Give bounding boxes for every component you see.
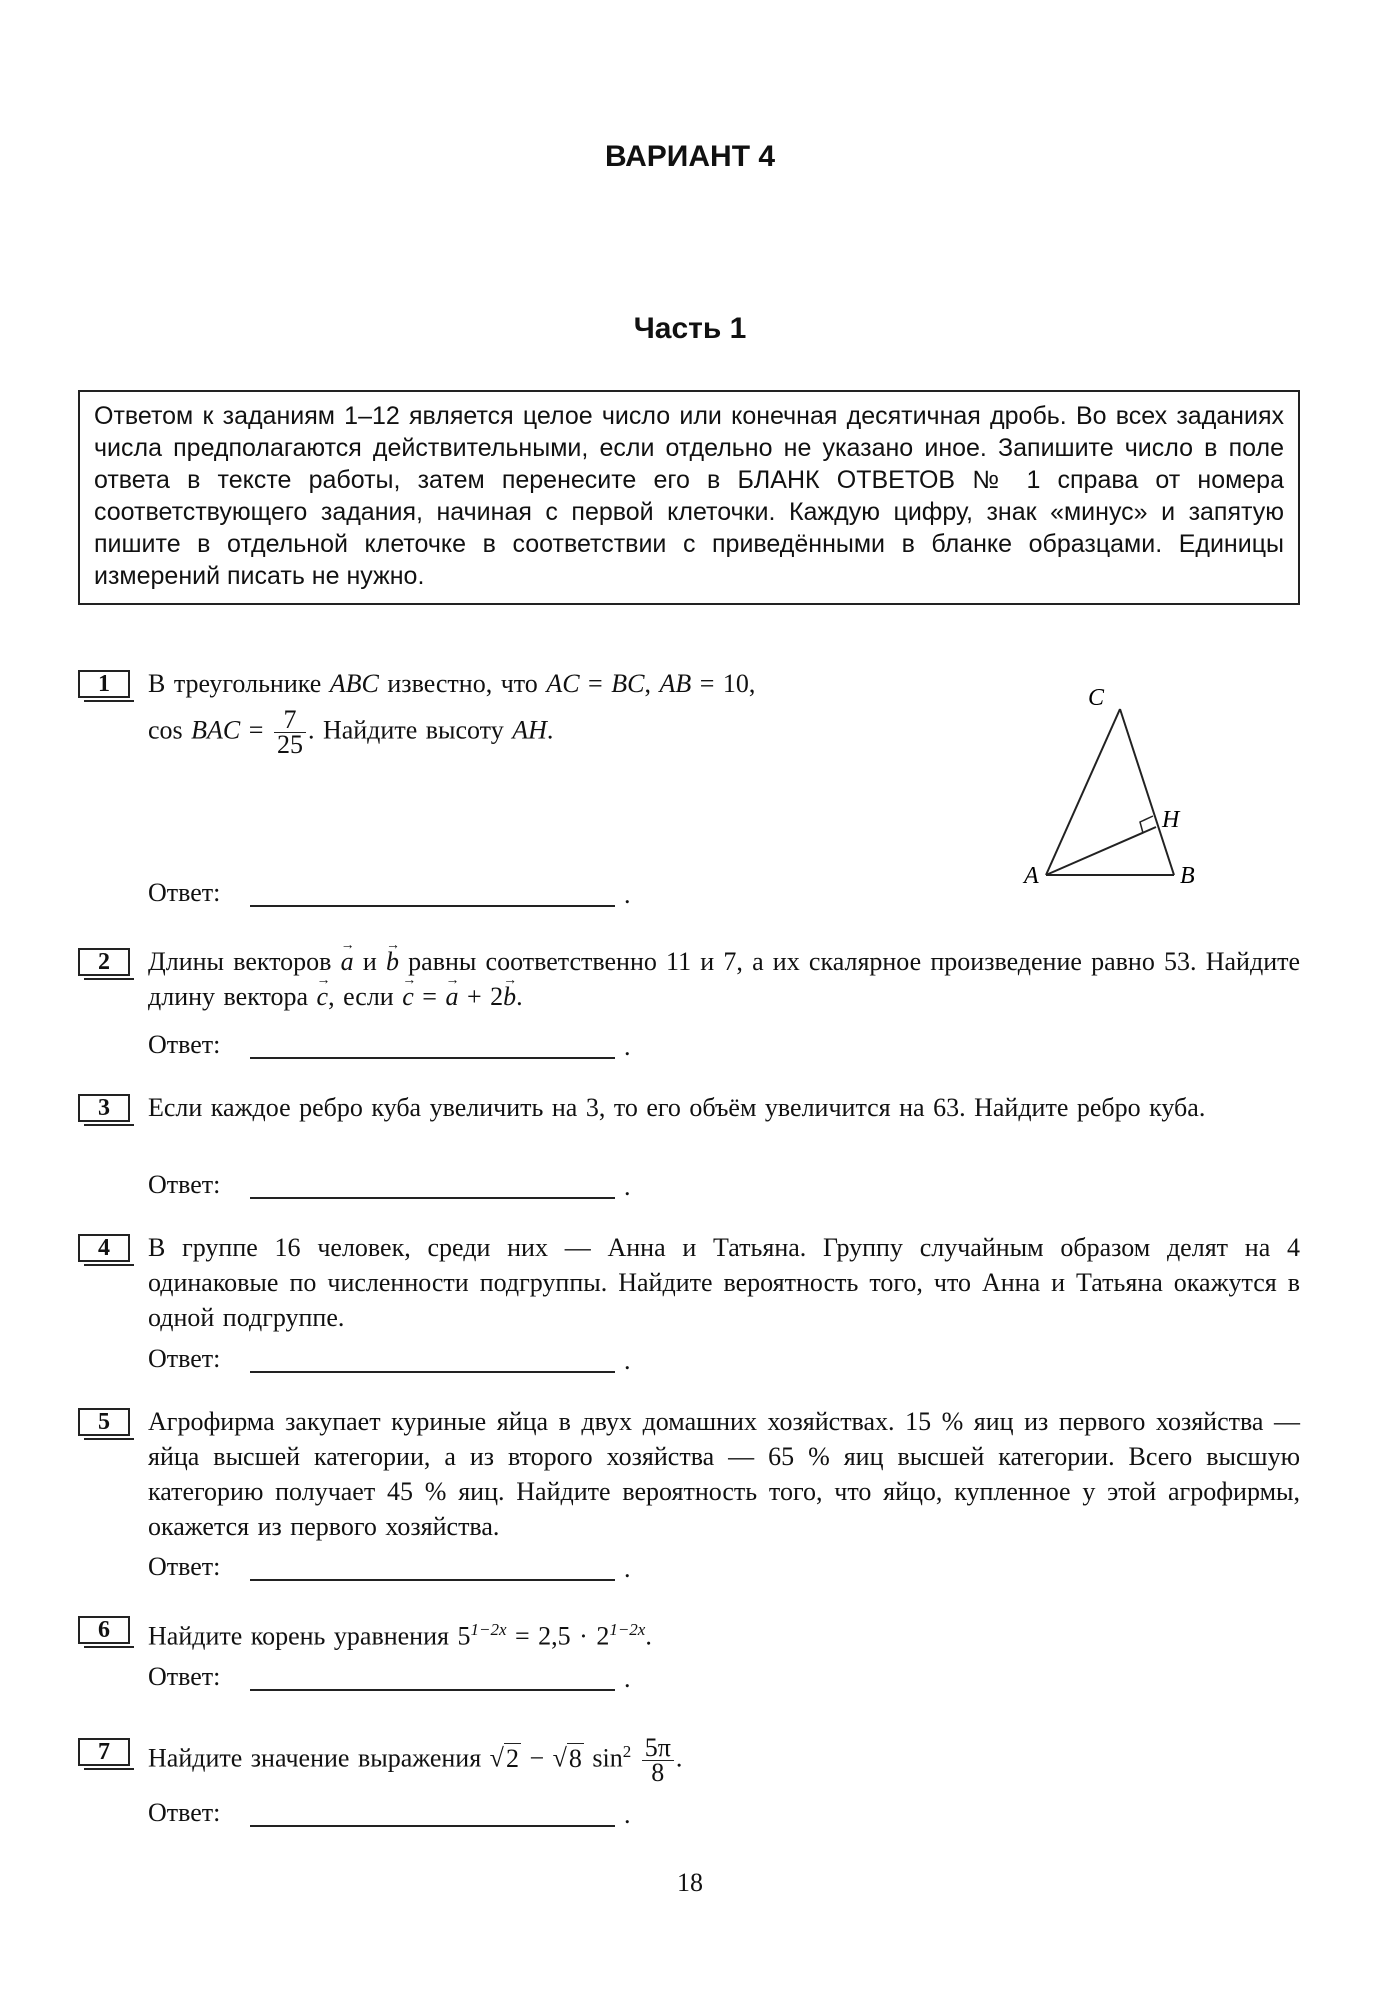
- task-7-text: Найдите значение выражения √2 − √8 $\sin^2$ $\frac{5\pi}{8}$ .: [148, 1733, 683, 1788]
- task-number-5: 5: [78, 1408, 130, 1436]
- answer-field-4[interactable]: [250, 1371, 615, 1373]
- answer-dot-3: .: [624, 1172, 631, 1201]
- task-number-3: 3: [78, 1094, 130, 1122]
- side-cb: [1120, 709, 1174, 875]
- task-number-4: 4: [78, 1234, 130, 1262]
- label-a: A: [1024, 863, 1039, 889]
- part-title: Часть 1: [633, 312, 747, 345]
- instructions-box: Ответом к заданиям 1–12 является целое число или конечная десятичная дробь. Во всех заданиях числа предполагаются действительными, если отдельно не указано иное. Запишите число в поле ответа в тексте работы, затем перенесите его в БЛАНК ОТВЕТОВ № 1 справа от номера соответствующего задания, начиная с первой клеточки. Каждую цифру, знак «минус» и запятую пишите в отдельной клеточке в соответствии с приведёнными в бланке образцами. Единицы измерений писать не нужно.: [78, 390, 1300, 605]
- answer-label-1: Ответ:: [148, 878, 221, 907]
- task-number-2: 2: [78, 948, 130, 976]
- answer-field-1[interactable]: [250, 905, 615, 907]
- task-number-7: 7: [78, 1738, 130, 1766]
- task-number-6: 6: [78, 1616, 130, 1644]
- height-ah: [1046, 827, 1156, 875]
- answer-dot-2: .: [624, 1032, 631, 1061]
- answer-label-4: Ответ:: [148, 1344, 221, 1373]
- task-2-text: Длины векторов → a и → b равны соответственно 11 и 7, а их скалярное произведение равно 53. Найдите длину вектора → c, если → c = → a + 2→ b.: [148, 944, 1300, 1014]
- task-6-text: Найдите корень уравнения $5^{1-2x} = 2,5 \cdot 2^{1-2x}$.: [148, 1620, 652, 1651]
- answer-dot-1: .: [624, 880, 631, 909]
- answer-label-6: Ответ:: [148, 1662, 221, 1691]
- task-3-text: Если каждое ребро куба увеличить на 3, то его объём увеличится на 63. Найдите ребро куба.: [148, 1093, 1206, 1122]
- label-h: H: [1162, 807, 1180, 833]
- answer-dot-6: .: [624, 1664, 631, 1693]
- answer-field-2[interactable]: [250, 1057, 615, 1059]
- answer-dot-7: .: [624, 1800, 631, 1829]
- answer-dot-5: .: [624, 1554, 631, 1583]
- task-5-text: Агрофирма закупает куриные яйца в двух домашних хозяйствах. 15 % яиц из первого хозяйства — яйца высшей категории, а из второго хозяйства — 65 % яиц высшей категории. Всего высшую категорию получает 45 % яиц. Найдите вероятность того, что яйцо, купленное у этой агрофирмы, окажется из первого хозяйства.: [148, 1407, 1300, 1541]
- answer-field-5[interactable]: [250, 1579, 615, 1581]
- variant-title: ВАРИАНТ 4: [604, 140, 776, 173]
- task-4-text: В группе 16 человек, среди них — Анна и Татьяна. Группу случайным образом делят на 4 одинаковые по численности подгруппы. Найдите вероятность того, что Анна и Татьяна окажутся в одной подгруппе.: [148, 1233, 1300, 1332]
- task-1-text: В треугольнике ABC известно, что AC = BC, AB = 10,: [148, 669, 756, 698]
- answer-dot-4: .: [624, 1346, 631, 1375]
- answer-label-3: Ответ:: [148, 1170, 221, 1199]
- task-number-1: 1: [78, 670, 130, 698]
- answer-label-7: Ответ:: [148, 1798, 221, 1827]
- answer-field-6[interactable]: [250, 1689, 615, 1691]
- answer-label-2: Ответ:: [148, 1030, 221, 1059]
- answer-field-7[interactable]: [250, 1825, 615, 1827]
- task-1-text-line2: cos BAC = $\frac{7}{25}$ . Найдите высоту AH.: [148, 705, 554, 759]
- answer-label-5: Ответ:: [148, 1552, 221, 1581]
- triangle-figure: [1010, 685, 1220, 895]
- label-b: B: [1180, 863, 1195, 889]
- side-ac: [1046, 709, 1120, 875]
- label-c: C: [1088, 685, 1105, 711]
- answer-field-3[interactable]: [250, 1197, 615, 1199]
- page-number: 18: [677, 1868, 703, 1897]
